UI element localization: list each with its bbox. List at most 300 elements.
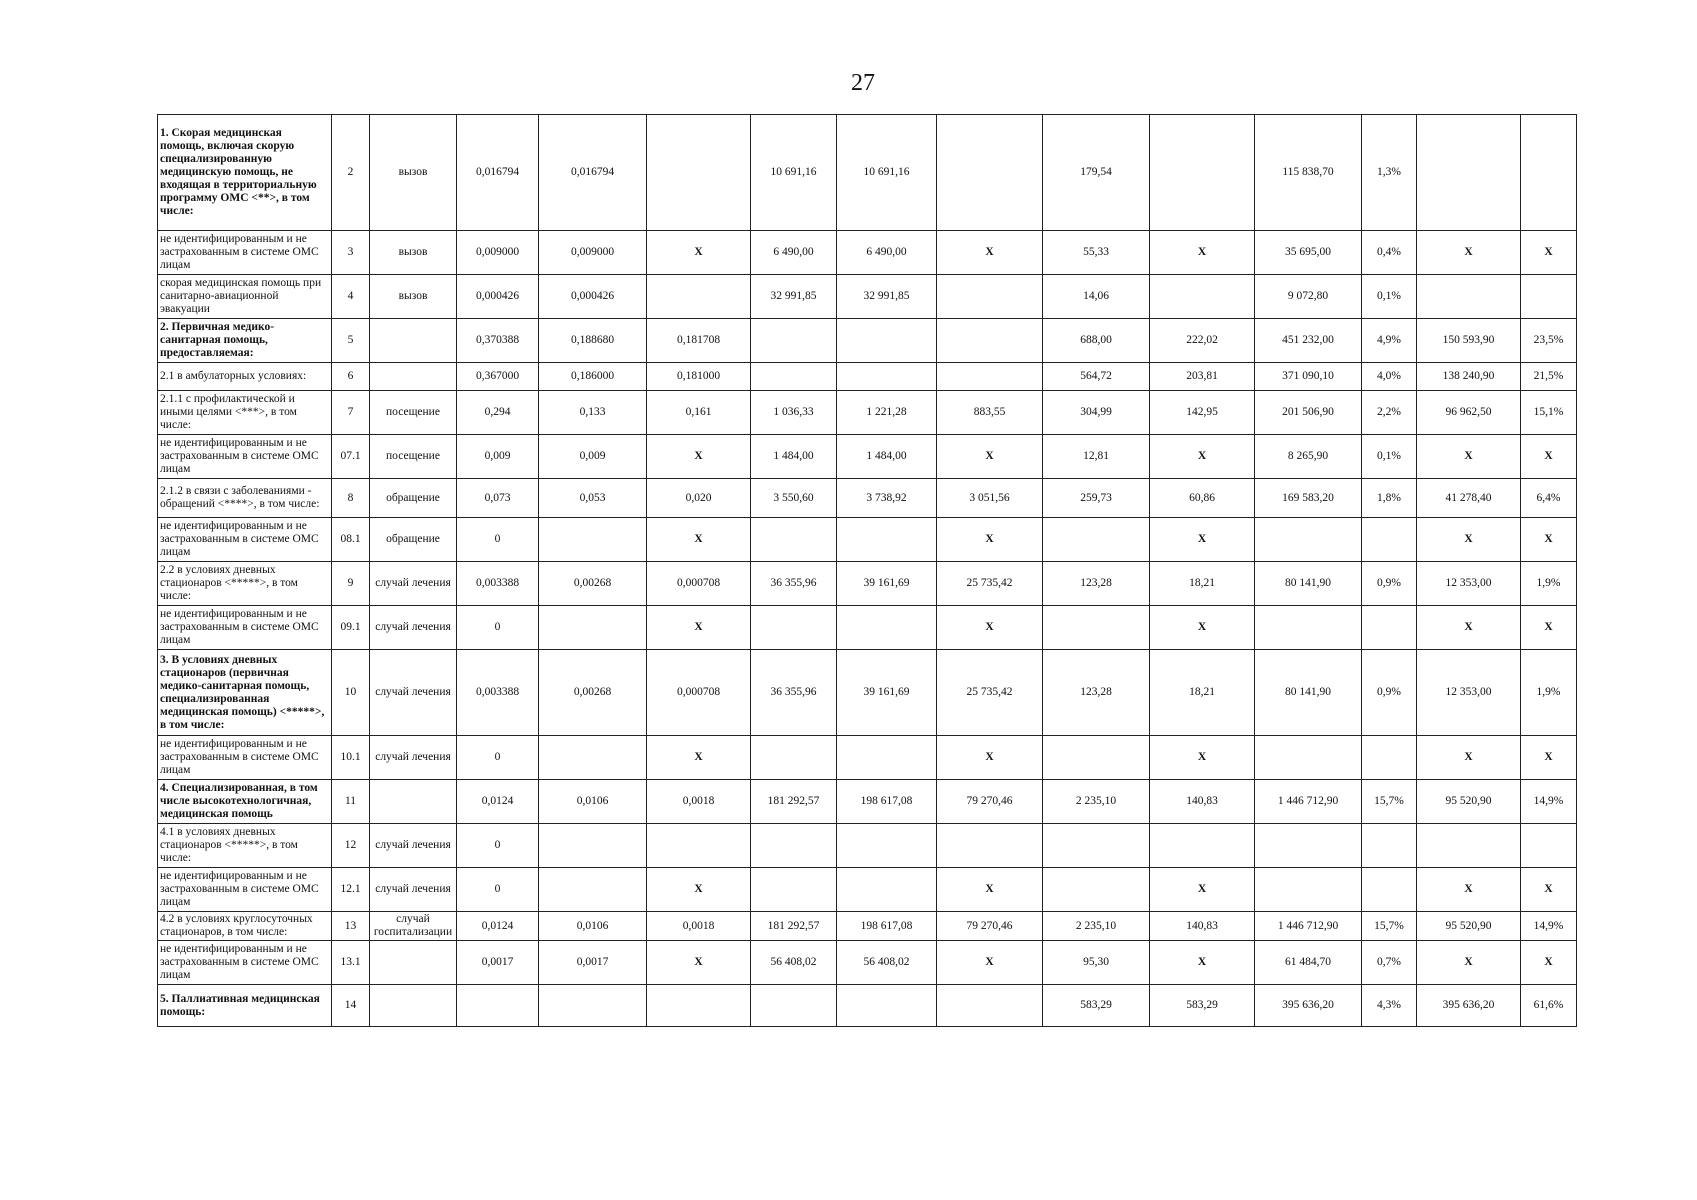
cell-share: 15,7%: [1362, 912, 1417, 941]
cell-sum-total: 9 072,80: [1255, 275, 1362, 319]
cell-volume-a: [539, 985, 647, 1027]
cell-share-b: [1521, 275, 1577, 319]
cell-cost-a: [837, 985, 937, 1027]
cell-cost-b: [937, 319, 1043, 363]
cell-volume-b: X: [647, 941, 751, 985]
table-row: [158, 275, 1577, 319]
cell-cost-total: [751, 868, 837, 912]
cell-share: [1362, 868, 1417, 912]
cell-cost-b: [937, 363, 1043, 391]
cell-sum-total: [1255, 606, 1362, 650]
cell-volume-total: 0,000426: [457, 275, 539, 319]
cell-cost-total: 181 292,57: [751, 912, 837, 941]
cell-volume-b: 0,020: [647, 479, 751, 518]
cell-cost-total: [751, 736, 837, 780]
cell-per-capita-b: [1150, 824, 1255, 868]
cell-sum-total: 8 265,90: [1255, 435, 1362, 479]
cell-per-capita-total: 304,99: [1043, 391, 1150, 435]
cell-per-capita-total: 179,54: [1043, 115, 1150, 231]
cell-per-capita-total: [1043, 868, 1150, 912]
cell-volume-b: [647, 275, 751, 319]
cell-volume-total: 0,0124: [457, 912, 539, 941]
table-row: [158, 479, 1577, 518]
cell-cost-a: 1 221,28: [837, 391, 937, 435]
cell-share: 0,4%: [1362, 231, 1417, 275]
cell-cost-b: 25 735,42: [937, 650, 1043, 736]
cell-per-capita-b: 222,02: [1150, 319, 1255, 363]
cell-sum-total: 80 141,90: [1255, 562, 1362, 606]
cell-unit: [370, 780, 457, 824]
cell-per-capita-total: [1043, 518, 1150, 562]
cell-sum-total: 61 484,70: [1255, 941, 1362, 985]
cell-share-b: [1521, 115, 1577, 231]
cell-row-number: 08.1: [332, 518, 370, 562]
cell-volume-total: 0,294: [457, 391, 539, 435]
cell-unit: [370, 985, 457, 1027]
cell-per-capita-b: 18,21: [1150, 650, 1255, 736]
cell-sum-total: 371 090,10: [1255, 363, 1362, 391]
cell-volume-a: [539, 868, 647, 912]
cell-share-b: X: [1521, 941, 1577, 985]
cell-per-capita-total: 14,06: [1043, 275, 1150, 319]
table-row: [158, 363, 1577, 391]
cell-unit: случай лечения: [370, 650, 457, 736]
cell-cost-b: X: [937, 518, 1043, 562]
cell-unit: случай лечения: [370, 606, 457, 650]
table-row: [158, 606, 1577, 650]
cell-share: 0,7%: [1362, 941, 1417, 985]
row-label: 2.1 в амбулаторных условиях:: [158, 363, 332, 391]
cell-share: 2,2%: [1362, 391, 1417, 435]
cell-volume-b: 0,161: [647, 391, 751, 435]
cell-per-capita-total: 55,33: [1043, 231, 1150, 275]
table-row: [158, 824, 1577, 868]
cell-cost-total: 56 408,02: [751, 941, 837, 985]
cell-share: 4,3%: [1362, 985, 1417, 1027]
cell-per-capita-b: 583,29: [1150, 985, 1255, 1027]
cell-cost-b: X: [937, 736, 1043, 780]
cell-share: 0,1%: [1362, 435, 1417, 479]
cell-sum-b: 12 353,00: [1417, 650, 1521, 736]
row-label: 1. Скорая медицинская помощь, включая скорую специализированную медицинскую помощь, не входящая в территориальную программу ОМС <**>, в том числе:: [158, 115, 332, 231]
cell-row-number: 11: [332, 780, 370, 824]
cell-cost-b: X: [937, 941, 1043, 985]
cell-volume-b: 0,000708: [647, 650, 751, 736]
cell-volume-total: 0,003388: [457, 562, 539, 606]
row-label: скорая медицинская помощь при санитарно-авиационной эвакуации: [158, 275, 332, 319]
cell-sum-b: X: [1417, 736, 1521, 780]
cell-share-b: 14,9%: [1521, 912, 1577, 941]
table-row: [158, 115, 1577, 231]
cell-volume-a: 0,00268: [539, 562, 647, 606]
cell-cost-total: 1 036,33: [751, 391, 837, 435]
cell-share: 0,1%: [1362, 275, 1417, 319]
cell-per-capita-total: 123,28: [1043, 650, 1150, 736]
cell-volume-a: 0,016794: [539, 115, 647, 231]
cell-cost-total: [751, 363, 837, 391]
cell-sum-b: X: [1417, 435, 1521, 479]
row-label: не идентифицированным и не застрахованным в системе ОМС лицам: [158, 736, 332, 780]
table-row: [158, 985, 1577, 1027]
cell-row-number: 3: [332, 231, 370, 275]
cell-row-number: 13: [332, 912, 370, 941]
cell-cost-b: 79 270,46: [937, 912, 1043, 941]
cell-cost-b: 883,55: [937, 391, 1043, 435]
cell-share-b: 14,9%: [1521, 780, 1577, 824]
cell-row-number: 2: [332, 115, 370, 231]
row-label: 3. В условиях дневных стационаров (первичная медико-санитарная помощь, специализированная медицинская помощь) <*****>, в том числе:: [158, 650, 332, 736]
cell-per-capita-total: [1043, 824, 1150, 868]
cell-share: [1362, 606, 1417, 650]
cell-per-capita-b: X: [1150, 606, 1255, 650]
cell-share-b: X: [1521, 518, 1577, 562]
cell-volume-a: [539, 736, 647, 780]
cell-cost-a: [837, 518, 937, 562]
cell-share: 15,7%: [1362, 780, 1417, 824]
row-label: не идентифицированным и не застрахованным в системе ОМС лицам: [158, 518, 332, 562]
cell-per-capita-b: X: [1150, 941, 1255, 985]
cell-cost-total: 32 991,85: [751, 275, 837, 319]
cell-sum-b: 96 962,50: [1417, 391, 1521, 435]
cell-cost-total: 36 355,96: [751, 650, 837, 736]
cell-volume-total: 0: [457, 868, 539, 912]
cell-share-b: 61,6%: [1521, 985, 1577, 1027]
cell-volume-a: 0,000426: [539, 275, 647, 319]
row-label: не идентифицированным и не застрахованным в системе ОМС лицам: [158, 231, 332, 275]
cell-share: [1362, 736, 1417, 780]
cell-volume-b: X: [647, 606, 751, 650]
cell-cost-total: [751, 985, 837, 1027]
cell-volume-b: 0,0018: [647, 780, 751, 824]
cell-unit: случай госпитализации: [370, 912, 457, 941]
cell-cost-a: [837, 824, 937, 868]
cell-cost-a: 198 617,08: [837, 912, 937, 941]
cell-cost-total: [751, 824, 837, 868]
cell-volume-b: X: [647, 231, 751, 275]
cell-volume-b: 0,181708: [647, 319, 751, 363]
table-row: [158, 435, 1577, 479]
cell-share-b: [1521, 824, 1577, 868]
table-row: [158, 319, 1577, 363]
table-row: [158, 780, 1577, 824]
cell-volume-b: [647, 824, 751, 868]
cell-volume-a: 0,053: [539, 479, 647, 518]
cell-sum-total: 115 838,70: [1255, 115, 1362, 231]
cell-row-number: 13.1: [332, 941, 370, 985]
table-row: [158, 391, 1577, 435]
cell-share-b: X: [1521, 736, 1577, 780]
cell-per-capita-b: 142,95: [1150, 391, 1255, 435]
cell-cost-b: 3 051,56: [937, 479, 1043, 518]
cell-row-number: 7: [332, 391, 370, 435]
cell-volume-total: [457, 985, 539, 1027]
cell-volume-b: [647, 985, 751, 1027]
cell-cost-total: 1 484,00: [751, 435, 837, 479]
cell-sum-total: 169 583,20: [1255, 479, 1362, 518]
cell-unit: случай лечения: [370, 868, 457, 912]
cell-per-capita-total: 123,28: [1043, 562, 1150, 606]
cell-share-b: 1,9%: [1521, 650, 1577, 736]
cell-cost-b: X: [937, 868, 1043, 912]
cell-row-number: 9: [332, 562, 370, 606]
row-label: не идентифицированным и не застрахованным в системе ОМС лицам: [158, 868, 332, 912]
cell-share: 4,9%: [1362, 319, 1417, 363]
cell-per-capita-b: X: [1150, 518, 1255, 562]
cell-cost-total: [751, 518, 837, 562]
cell-per-capita-total: 2 235,10: [1043, 912, 1150, 941]
cell-volume-a: 0,0106: [539, 780, 647, 824]
cell-sum-b: 95 520,90: [1417, 912, 1521, 941]
cell-sum-total: 201 506,90: [1255, 391, 1362, 435]
cell-row-number: 09.1: [332, 606, 370, 650]
cell-cost-a: 39 161,69: [837, 650, 937, 736]
cell-row-number: 8: [332, 479, 370, 518]
row-label: 2.2 в условиях дневных стационаров <*****>, в том числе:: [158, 562, 332, 606]
cell-unit: вызов: [370, 275, 457, 319]
cell-cost-a: 6 490,00: [837, 231, 937, 275]
cell-volume-total: 0,370388: [457, 319, 539, 363]
cell-volume-b: X: [647, 868, 751, 912]
cell-row-number: 10: [332, 650, 370, 736]
row-label: 2. Первичная медико-санитарная помощь, предоставляемая:: [158, 319, 332, 363]
cell-unit: [370, 941, 457, 985]
cell-share: [1362, 824, 1417, 868]
cell-sum-total: [1255, 868, 1362, 912]
cell-volume-total: 0,016794: [457, 115, 539, 231]
cell-per-capita-b: 18,21: [1150, 562, 1255, 606]
cell-cost-b: X: [937, 231, 1043, 275]
cell-per-capita-total: [1043, 736, 1150, 780]
cell-volume-total: 0,009000: [457, 231, 539, 275]
cell-unit: [370, 363, 457, 391]
cell-share: 4,0%: [1362, 363, 1417, 391]
cell-volume-b: X: [647, 736, 751, 780]
row-label: 4.2 в условиях круглосуточных стационаров, в том числе:: [158, 912, 332, 941]
cell-volume-a: 0,188680: [539, 319, 647, 363]
cell-per-capita-b: 60,86: [1150, 479, 1255, 518]
cell-volume-b: X: [647, 518, 751, 562]
cell-share-b: X: [1521, 868, 1577, 912]
cell-volume-total: 0,003388: [457, 650, 539, 736]
cell-share-b: X: [1521, 435, 1577, 479]
cell-cost-a: 198 617,08: [837, 780, 937, 824]
cell-unit: случай лечения: [370, 824, 457, 868]
cell-per-capita-b: 203,81: [1150, 363, 1255, 391]
cell-row-number: 6: [332, 363, 370, 391]
cell-per-capita-total: 95,30: [1043, 941, 1150, 985]
cell-share: 0,9%: [1362, 650, 1417, 736]
cell-unit: посещение: [370, 391, 457, 435]
cell-sum-b: 95 520,90: [1417, 780, 1521, 824]
cell-sum-b: X: [1417, 868, 1521, 912]
cell-cost-b: [937, 985, 1043, 1027]
cell-sum-total: [1255, 824, 1362, 868]
cell-per-capita-total: 688,00: [1043, 319, 1150, 363]
cell-sum-total: 451 232,00: [1255, 319, 1362, 363]
cell-sum-total: [1255, 736, 1362, 780]
cell-share-b: 21,5%: [1521, 363, 1577, 391]
row-label: не идентифицированным и не застрахованным в системе ОМС лицам: [158, 435, 332, 479]
cell-per-capita-total: 2 235,10: [1043, 780, 1150, 824]
cell-sum-b: [1417, 824, 1521, 868]
cell-row-number: 14: [332, 985, 370, 1027]
cell-cost-a: 39 161,69: [837, 562, 937, 606]
cell-per-capita-total: 564,72: [1043, 363, 1150, 391]
cell-unit: обращение: [370, 518, 457, 562]
cell-sum-total: 395 636,20: [1255, 985, 1362, 1027]
cell-sum-total: [1255, 518, 1362, 562]
cell-share: 1,8%: [1362, 479, 1417, 518]
row-label: 4. Специализированная, в том числе высокотехнологичная, медицинская помощь: [158, 780, 332, 824]
cell-volume-a: 0,00268: [539, 650, 647, 736]
cell-share: 0,9%: [1362, 562, 1417, 606]
cell-cost-b: [937, 115, 1043, 231]
cell-cost-total: [751, 606, 837, 650]
cell-share-b: 6,4%: [1521, 479, 1577, 518]
cell-sum-b: X: [1417, 518, 1521, 562]
cell-volume-b: X: [647, 435, 751, 479]
table-row: [158, 518, 1577, 562]
table-row: [158, 941, 1577, 985]
cell-volume-a: 0,0106: [539, 912, 647, 941]
cell-sum-b: [1417, 275, 1521, 319]
cell-cost-a: 32 991,85: [837, 275, 937, 319]
cell-share: [1362, 518, 1417, 562]
cell-cost-b: [937, 275, 1043, 319]
cell-sum-b: [1417, 115, 1521, 231]
cell-cost-b: [937, 824, 1043, 868]
cell-per-capita-b: X: [1150, 868, 1255, 912]
cell-cost-b: X: [937, 606, 1043, 650]
cell-share-b: 23,5%: [1521, 319, 1577, 363]
cell-volume-b: [647, 115, 751, 231]
cell-per-capita-b: 140,83: [1150, 780, 1255, 824]
cell-cost-a: [837, 363, 937, 391]
cell-unit: вызов: [370, 115, 457, 231]
table-body: [158, 115, 1577, 1027]
cell-volume-total: 0,367000: [457, 363, 539, 391]
cell-volume-total: 0,0017: [457, 941, 539, 985]
cell-per-capita-b: X: [1150, 231, 1255, 275]
cell-unit: случай лечения: [370, 736, 457, 780]
cell-cost-total: 181 292,57: [751, 780, 837, 824]
cell-volume-b: 0,0018: [647, 912, 751, 941]
cell-sum-b: X: [1417, 941, 1521, 985]
table-row: [158, 231, 1577, 275]
cell-unit: обращение: [370, 479, 457, 518]
cell-sum-total: 1 446 712,90: [1255, 912, 1362, 941]
cell-cost-a: [837, 606, 937, 650]
cell-sum-total: 1 446 712,90: [1255, 780, 1362, 824]
cell-cost-b: X: [937, 435, 1043, 479]
cell-per-capita-b: X: [1150, 736, 1255, 780]
cell-row-number: 12.1: [332, 868, 370, 912]
cell-per-capita-total: [1043, 606, 1150, 650]
table-row: [158, 912, 1577, 941]
cell-per-capita-total: 259,73: [1043, 479, 1150, 518]
cell-cost-a: [837, 319, 937, 363]
cell-share-b: X: [1521, 231, 1577, 275]
cell-sum-b: X: [1417, 231, 1521, 275]
cell-unit: посещение: [370, 435, 457, 479]
cell-per-capita-b: X: [1150, 435, 1255, 479]
cell-per-capita-b: 140,83: [1150, 912, 1255, 941]
table-row: [158, 736, 1577, 780]
cell-cost-total: 10 691,16: [751, 115, 837, 231]
cell-unit: вызов: [370, 231, 457, 275]
cell-cost-b: 79 270,46: [937, 780, 1043, 824]
cell-sum-total: 35 695,00: [1255, 231, 1362, 275]
row-label: 2.1.2 в связи с заболеваниями - обращений <****>, в том числе:: [158, 479, 332, 518]
row-label: 4.1 в условиях дневных стационаров <*****>, в том числе:: [158, 824, 332, 868]
cell-volume-total: 0,073: [457, 479, 539, 518]
cell-per-capita-total: 12,81: [1043, 435, 1150, 479]
cell-unit: [370, 319, 457, 363]
cell-sum-b: 41 278,40: [1417, 479, 1521, 518]
page-number: 27: [851, 70, 875, 96]
cell-cost-a: 1 484,00: [837, 435, 937, 479]
cell-sum-b: 12 353,00: [1417, 562, 1521, 606]
cell-volume-b: 0,000708: [647, 562, 751, 606]
cell-sum-b: 138 240,90: [1417, 363, 1521, 391]
cell-cost-b: 25 735,42: [937, 562, 1043, 606]
table-row: [158, 650, 1577, 736]
cell-volume-a: [539, 824, 647, 868]
cell-row-number: 12: [332, 824, 370, 868]
cell-row-number: 10.1: [332, 736, 370, 780]
cell-volume-a: [539, 518, 647, 562]
cell-volume-total: 0: [457, 518, 539, 562]
cell-cost-a: 56 408,02: [837, 941, 937, 985]
table-row: [158, 868, 1577, 912]
cell-sum-total: 80 141,90: [1255, 650, 1362, 736]
table-row: [158, 562, 1577, 606]
cell-cost-a: [837, 868, 937, 912]
cell-cost-total: 3 550,60: [751, 479, 837, 518]
cell-cost-a: [837, 736, 937, 780]
cell-per-capita-b: [1150, 115, 1255, 231]
cell-volume-a: 0,009000: [539, 231, 647, 275]
cell-cost-a: 3 738,92: [837, 479, 937, 518]
cell-per-capita-b: [1150, 275, 1255, 319]
cell-per-capita-total: 583,29: [1043, 985, 1150, 1027]
cell-volume-a: 0,0017: [539, 941, 647, 985]
cell-unit: случай лечения: [370, 562, 457, 606]
row-label: не идентифицированным и не застрахованным в системе ОМС лицам: [158, 606, 332, 650]
cell-share-b: 15,1%: [1521, 391, 1577, 435]
cell-cost-total: 6 490,00: [751, 231, 837, 275]
cell-sum-b: 395 636,20: [1417, 985, 1521, 1027]
cell-volume-a: 0,009: [539, 435, 647, 479]
cell-cost-total: 36 355,96: [751, 562, 837, 606]
cell-share: 1,3%: [1362, 115, 1417, 231]
cell-volume-total: 0: [457, 736, 539, 780]
cell-share-b: X: [1521, 606, 1577, 650]
cell-volume-total: 0: [457, 606, 539, 650]
cell-row-number: 07.1: [332, 435, 370, 479]
cell-row-number: 4: [332, 275, 370, 319]
cell-volume-a: [539, 606, 647, 650]
cell-volume-total: 0: [457, 824, 539, 868]
cell-sum-b: 150 593,90: [1417, 319, 1521, 363]
data-table: [157, 114, 1577, 1027]
cell-volume-a: 0,186000: [539, 363, 647, 391]
cell-volume-total: 0,009: [457, 435, 539, 479]
cell-volume-total: 0,0124: [457, 780, 539, 824]
row-label: 5. Паллиативная медицинская помощь:: [158, 985, 332, 1027]
cell-cost-total: [751, 319, 837, 363]
cell-cost-a: 10 691,16: [837, 115, 937, 231]
